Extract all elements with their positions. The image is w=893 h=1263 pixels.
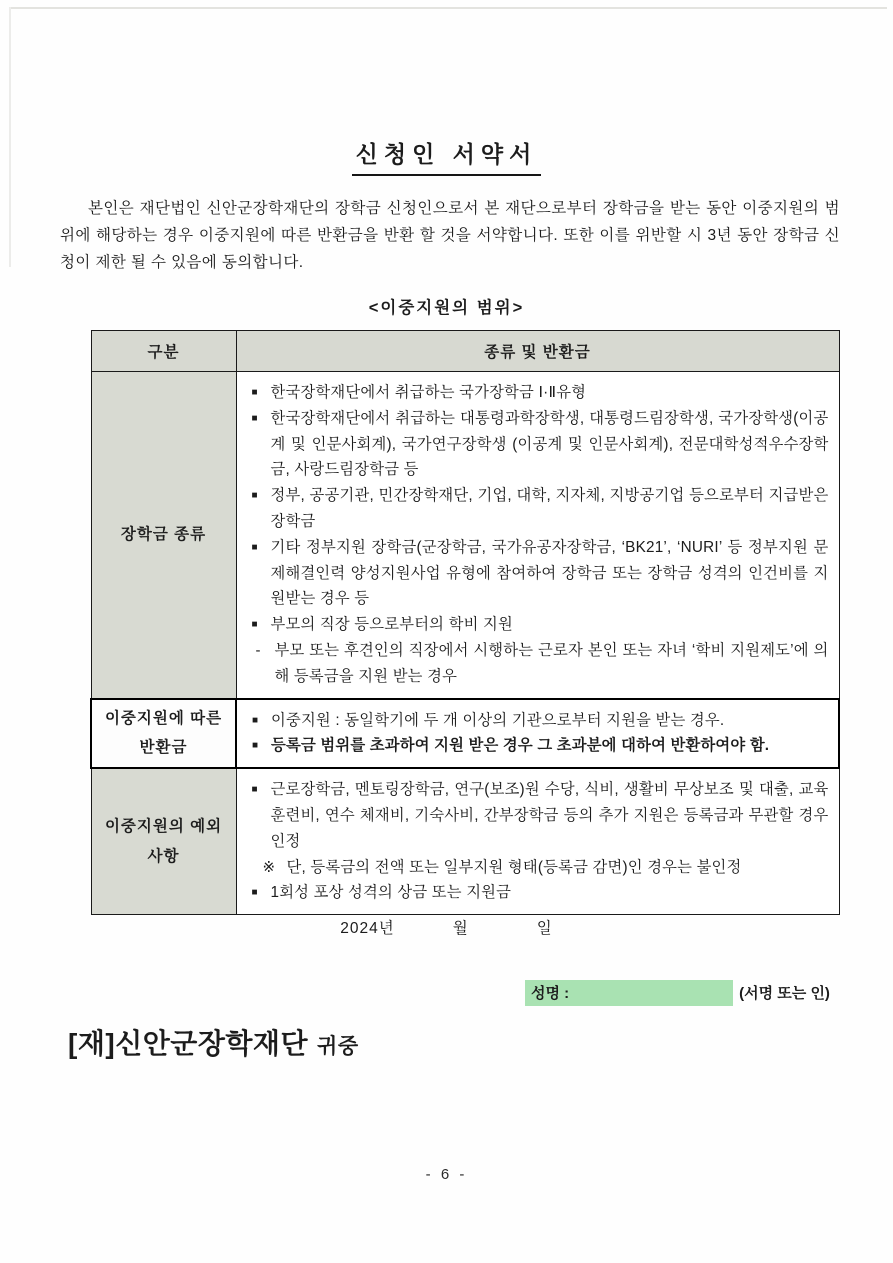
date-month-label: 월 (452, 920, 469, 937)
signature-seal-note: (서명 또는 인) (739, 985, 830, 1002)
date-line (0, 916, 893, 938)
header-cell-category: 구분 (91, 331, 236, 372)
square-bullet-icon: ■ (252, 714, 259, 726)
bullet-item-text: 기타 정부지원 장학금(군장학금, 국가유공자장학금, ‘BK21’, ‘NURI’ 등 정부지원 문제해결인력 양성지원사업 유형에 참여하여 장학금 또는 장학금 성격의 인건비를 지원받는 경우 등 (270, 538, 829, 608)
bullet-item-text: 정부, 공공기관, 민간장학재단, 기업, 대학, 지자체, 지방공기업 등으로부터 지급받은 장학금 (270, 487, 829, 530)
bullet-item (243, 380, 829, 406)
bullet-item-text: 이중지원 : 동일학기에 두 개 이상의 기관으로부터 지원을 받는 경우. (271, 711, 725, 729)
recipient-line (68, 1022, 359, 1062)
dual-support-scope-table (90, 330, 840, 915)
square-bullet-icon: ■ (251, 541, 258, 553)
table-row-refund-on-dual-support (91, 699, 839, 769)
doc-title: 신청인 서약서 (352, 136, 542, 176)
recipient-honorific: 귀중 (317, 1035, 359, 1058)
square-bullet-icon: ■ (251, 387, 258, 398)
title-row (0, 136, 893, 176)
recipient-name: [재]신안군장학재단 (68, 1028, 309, 1059)
category-cell-scholarship-types: 장학금 종류 (91, 372, 236, 699)
header-cell-types: 종류 및 반환금 (236, 331, 839, 372)
square-bullet-icon: ■ (252, 740, 259, 752)
bullet-item (243, 733, 828, 759)
note-item (243, 855, 829, 881)
table-row-exceptions (91, 768, 839, 914)
dash-bullet-icon: - (255, 641, 261, 659)
signature-highlight (525, 980, 733, 1006)
bullet-item-text: 한국장학재단에서 취급하는 대통령과학장학생, 대통령드림장학생, 국가장학생(이공계 및 인문사회계), 국가연구장학생 (이공계 및 인문사회계), 전문대학성적우수장학금, 사랑드림장학금 등 (270, 409, 829, 479)
sub-item (243, 638, 829, 690)
bullet-item (243, 483, 829, 535)
bullet-item-text: 등록금 범위를 초과하여 지원 받은 경우 그 초과분에 대하여 반환하여야 함. (271, 737, 770, 755)
date-year: 2024년 (340, 920, 395, 937)
table-row-scholarship-types (91, 372, 839, 699)
bullet-item-text: 부모의 직장 등으로부터의 학비 지원 (270, 616, 513, 634)
bullet-item (243, 406, 829, 483)
signature-line (525, 980, 830, 1006)
note-item-text: 단, 등록금의 전액 또는 일부지원 형태(등록금 감면)인 경우는 불인정 (286, 858, 742, 876)
square-bullet-icon: ■ (251, 619, 258, 631)
bullet-item-text: 한국장학재단에서 취급하는 국가장학금 Ⅰ·Ⅱ유형 (270, 384, 587, 401)
items-cell-exceptions (236, 768, 839, 914)
table-header-row (91, 331, 839, 372)
bullet-item (243, 880, 829, 906)
bullet-item (243, 777, 829, 854)
page-number: - 6 - (425, 1166, 468, 1183)
intro-paragraph: 본인은 재단법인 신안군장학재단의 장학금 신청인으로서 본 재단으로부터 장학금을 받는 동안 이중지원의 범위에 해당하는 경우 이중지원에 따른 반환금을 반환 할 것을 서약합니다. 또한 이를 위반할 시 3년 동안 장학금 신청이 제한 될 수 있음에 동의합니다. (60, 200, 840, 271)
items-cell-refund (236, 699, 839, 769)
category-cell-refund: 이중지원에 따른 반환금 (91, 699, 236, 769)
items-cell-scholarship-types (236, 372, 839, 699)
table-caption: <이중지원의 범위> (368, 299, 525, 317)
square-bullet-icon: ■ (251, 784, 258, 796)
sub-item-text: 부모 또는 후견인의 직장에서 시행하는 근로자 본인 또는 자녀 ‘학비 지원제도’에 의해 등록금을 지원 받는 경우 (274, 641, 829, 685)
signature-name-label: 성명 : (531, 985, 570, 1002)
square-bullet-icon: ■ (251, 887, 258, 899)
bullet-item (243, 708, 828, 734)
category-cell-exceptions: 이중지원의 예외사항 (91, 768, 236, 914)
bullet-item-text: 근로장학금, 멘토링장학금, 연구(보조)원 수당, 식비, 생활비 무상보조 및 대출, 교육 훈련비, 연수 체재비, 기숙사비, 간부장학금 등의 추가 지원은 등록금과 무관할 경우 인정 (270, 781, 829, 850)
scan-artifact-top-edge (10, 7, 887, 9)
reference-mark-icon: ※ (262, 858, 276, 876)
square-bullet-icon: ■ (251, 412, 258, 424)
square-bullet-icon: ■ (251, 490, 258, 502)
bullet-item (243, 612, 829, 638)
date-day-label: 일 (536, 920, 553, 937)
bullet-item-text: 1회성 포상 성격의 상금 또는 지원금 (270, 884, 512, 902)
bullet-item (243, 535, 829, 612)
